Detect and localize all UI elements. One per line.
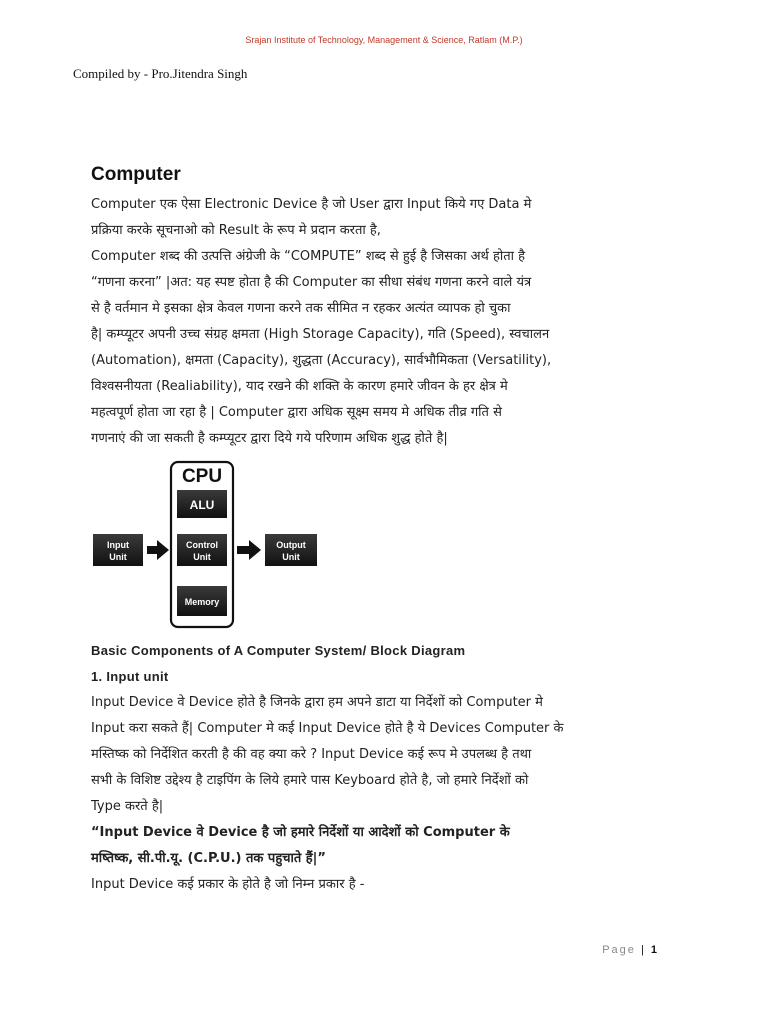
- control-unit-label-1: Control: [186, 540, 218, 550]
- para-line: महत्वपूर्ण होता जा रहा है | Computer द्वारा अधिक सूक्ष्म समय मे अधिक तीव्र गति से: [91, 405, 502, 420]
- block-diagram-svg: [91, 460, 679, 632]
- quote-line: “Input Device वे Device है जो हमारे निर्देशों या आदेशों को Computer के: [91, 825, 510, 840]
- institute-header: Srajan Institute of Technology, Management & Science, Ratlam (M.P.): [245, 35, 523, 45]
- closing-line: Input Device कई प्रकार के होते है जो निम्न प्रकार है -: [91, 877, 365, 892]
- para-line: से है वर्तमान मे इसका क्षेत्र केवल गणना करने तक सीमित न रहकर अत्यंत व्यापक हो चुका: [91, 301, 511, 316]
- para-line: है| कम्प्यूटर अपनी उच्च संग्रह क्षमता (High Storage Capacity), गति (Speed), स्वचालन: [91, 327, 550, 342]
- input-unit-paragraph: [91, 690, 679, 820]
- output-unit-label-1: Output: [276, 540, 306, 550]
- arrow-right-icon: [237, 540, 261, 560]
- page-content: [91, 164, 679, 898]
- para-line: Type करते है|: [91, 799, 164, 814]
- page-word: Page: [602, 944, 636, 956]
- para-line: विश्वसनीयता (Realiability), याद रखने की शक्ति के कारण हमारे जीवन के हर क्षेत्र मे: [91, 379, 508, 394]
- section-title-components: Basic Components of A Computer System/ Block Diagram: [91, 643, 466, 658]
- para-line: “गणना करना” |अत: यह स्पष्ट होता है की Computer का सीधा संबंध गणना करने वाले यंत्र: [91, 275, 532, 290]
- para-line: मस्तिष्क को निर्देशित करती है की वह क्या करे ? Input Device कई रूप मे उपलब्ध है तथा: [91, 747, 532, 762]
- input-unit-label-1: Input: [107, 540, 129, 550]
- control-unit-label-2: Unit: [193, 552, 211, 562]
- arrow-right-icon: [147, 540, 169, 560]
- compiled-by: Compiled by - Pro.Jitendra Singh: [73, 66, 248, 81]
- alu-label: ALU: [189, 498, 215, 512]
- computer-paragraph: [91, 192, 679, 452]
- cpu-block-diagram: [91, 460, 679, 632]
- section-title-computer: Computer: [91, 164, 181, 185]
- para-line: Input करा सकते हैं| Computer मे कई Input Device होते है ये Devices Computer के: [91, 721, 564, 736]
- definition-quote: [91, 820, 679, 872]
- quote-line: मष्तिष्क, सी.पी.यू. (C.P.U.) तक पहुचाते हैं|”: [91, 851, 326, 866]
- para-line: Computer शब्द की उत्पत्ति अंग्रेजी के “COMPUTE” शब्द से हुई है जिसका अर्थ होता है: [91, 249, 526, 264]
- para-line: Computer एक ऐसा Electronic Device है जो User द्वारा Input किये गए Data मे: [91, 197, 532, 212]
- subsection-title-input-unit: 1. Input unit: [91, 669, 169, 684]
- cpu-label: CPU: [181, 466, 223, 487]
- para-line: Input Device वे Device होते है जिनके द्वारा हम अपने डाटा या निर्देशों को Computer मे: [91, 695, 543, 710]
- input-unit-label-2: Unit: [109, 552, 127, 562]
- output-unit-label-2: Unit: [282, 552, 300, 562]
- page-number: 1: [650, 944, 657, 956]
- para-line: प्रक्रिया करके सूचनाओ को Result के रूप मे प्रदान करता है,: [91, 223, 381, 238]
- page-separator: |: [640, 944, 646, 956]
- para-line: (Automation), क्षमता (Capacity), शुद्धता (Accuracy), सार्वभौमिकता (Versatility),: [91, 353, 552, 368]
- memory-label: Memory: [184, 597, 220, 607]
- para-line: सभी के विशिष्ट उद्देश्य है टाइपिंग के लिये हमारे पास Keyboard होते है, जो हमारे निर्देशों को: [91, 773, 529, 788]
- page-footer: [602, 944, 657, 956]
- para-line: गणनाएं की जा सकती है कम्प्यूटर द्वारा दिये गये परिणाम अधिक शुद्ध होते है|: [91, 431, 448, 446]
